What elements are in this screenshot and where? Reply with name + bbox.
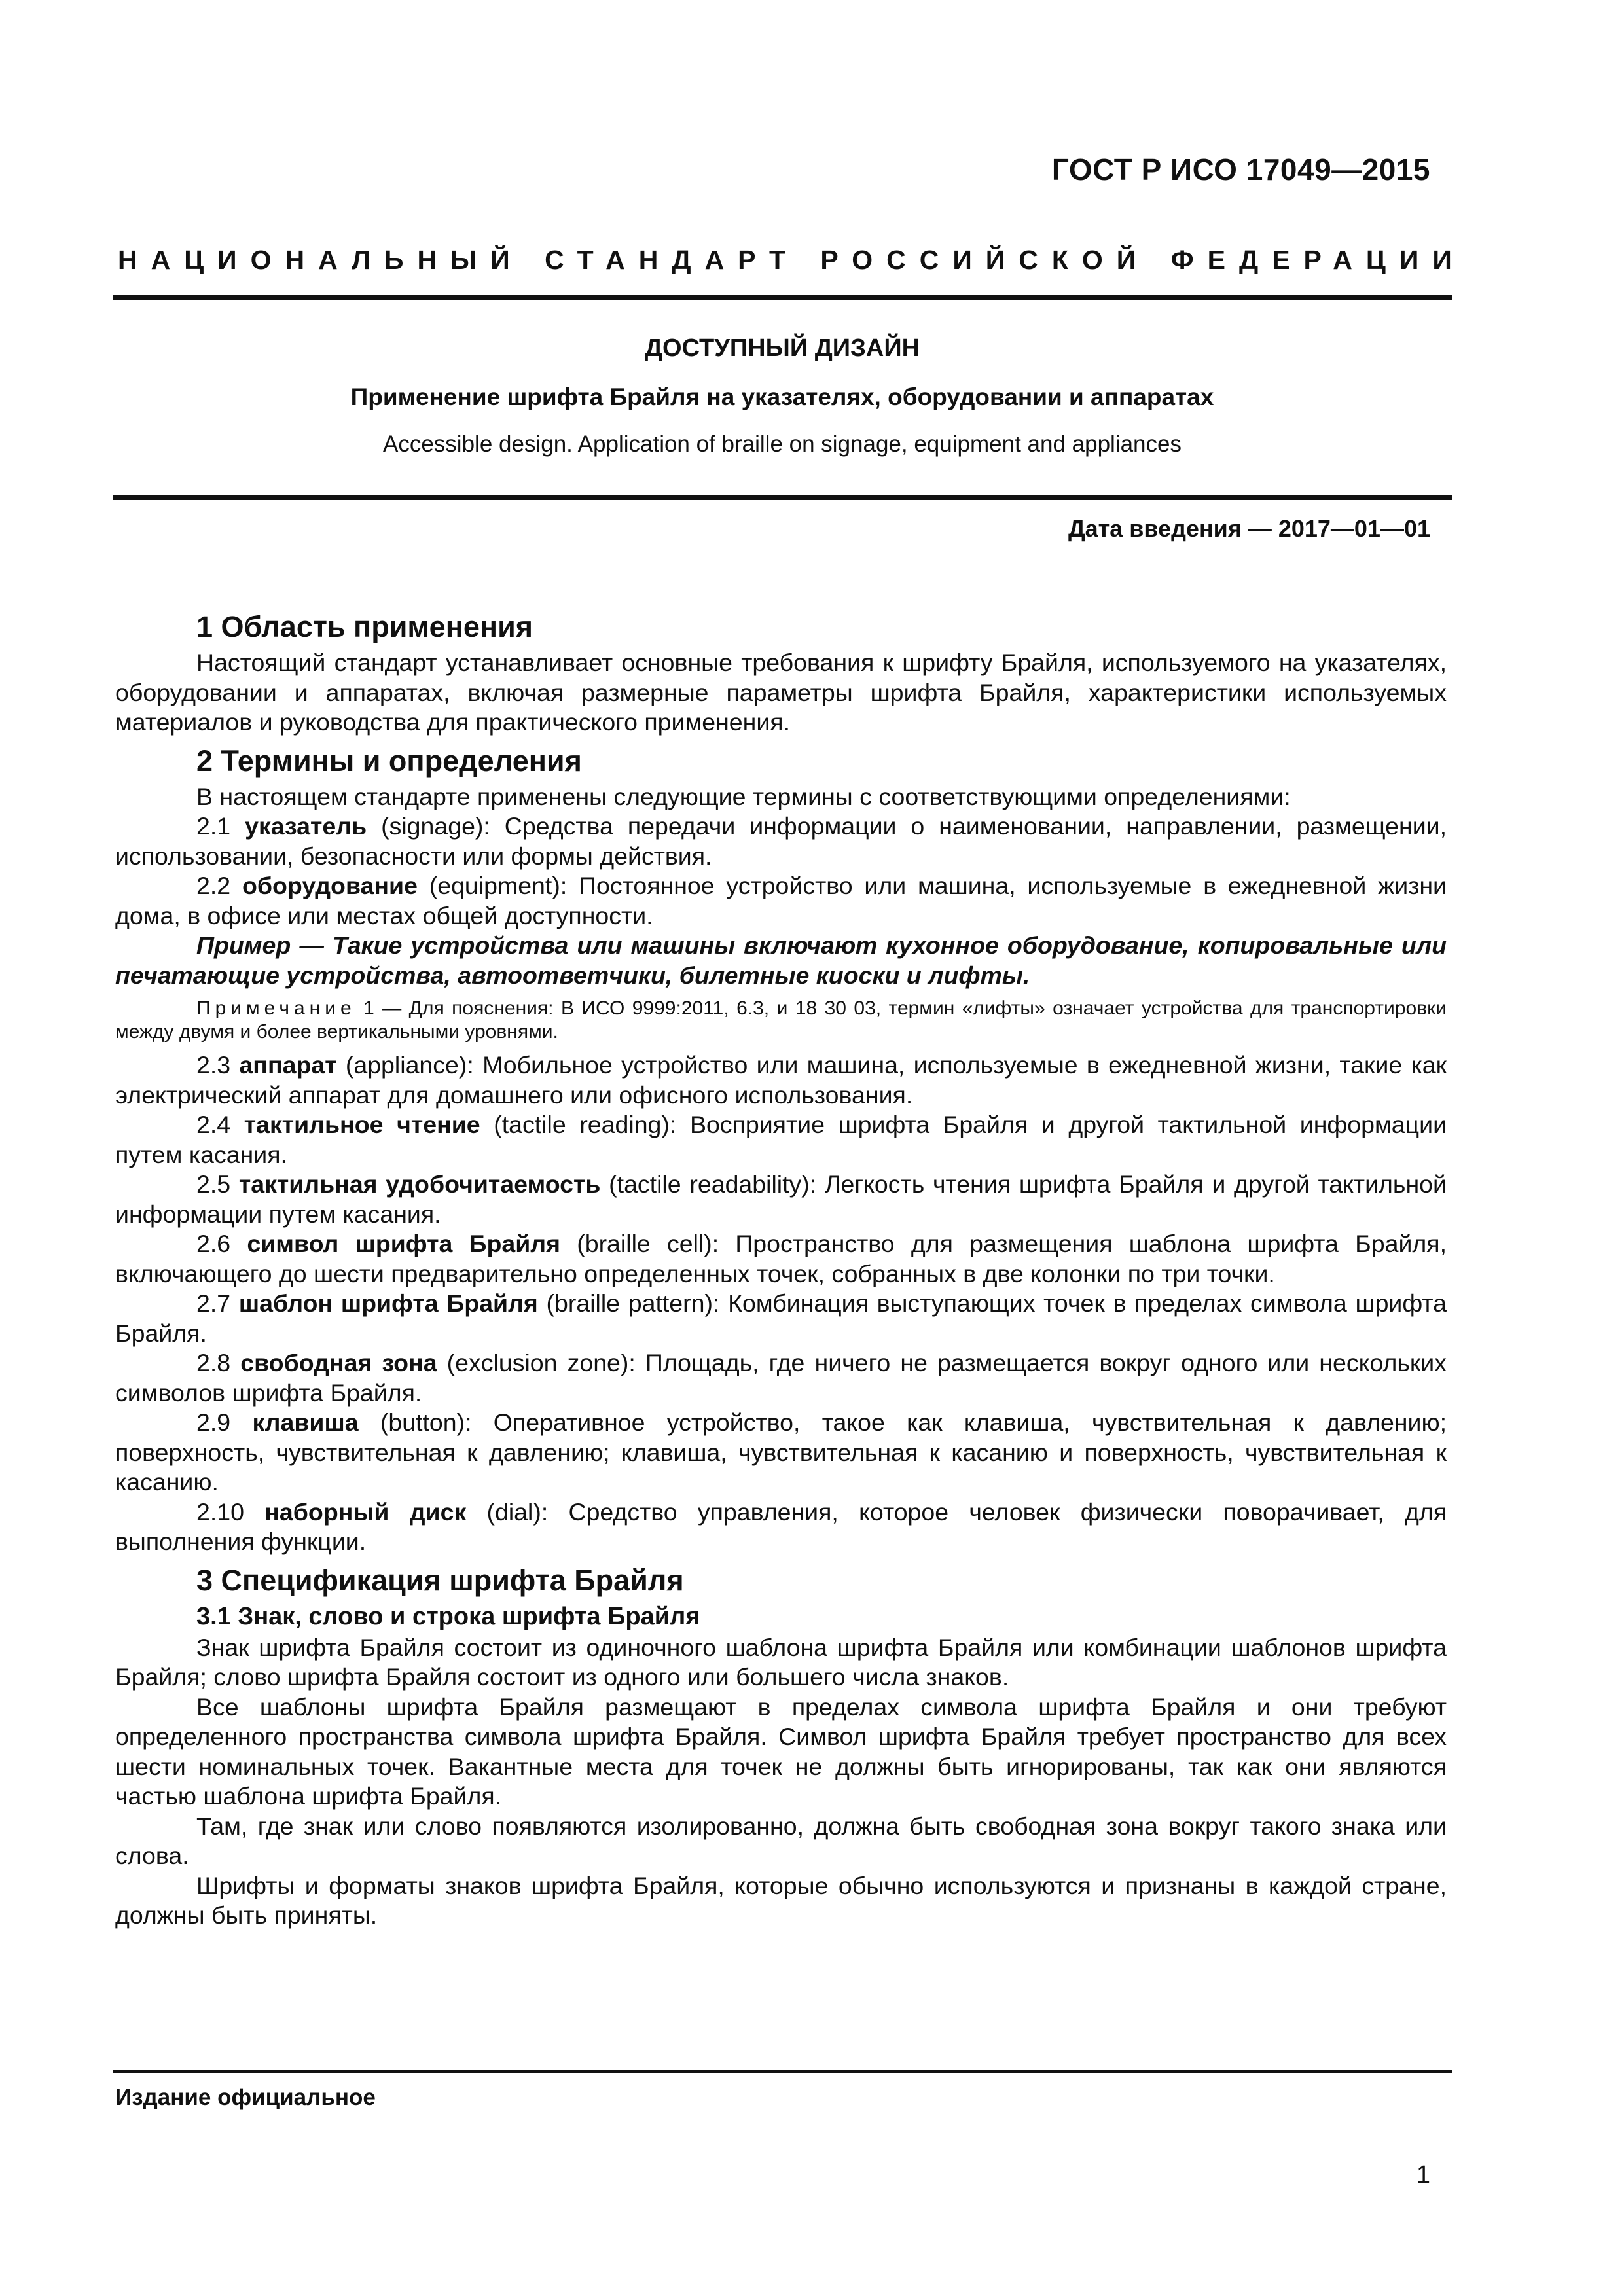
section-3-paragraph: Там, где знак или слово появляются изолированно, должна быть свободная зона вокруг такого знака или слова.: [115, 1812, 1447, 1869]
note: [115, 997, 1447, 1044]
term-item: [115, 1170, 1447, 1229]
section-2-heading: 2 Термины и определения: [196, 744, 582, 778]
term-item: [115, 1229, 1447, 1289]
term-item: [115, 812, 1447, 871]
term-definition: (tactile readability): Легкость чтения шрифта Брайля и другой тактильной информации путем касания.: [115, 1170, 1447, 1228]
term-number: 2.5: [196, 1170, 231, 1198]
term-item: [115, 1408, 1447, 1498]
section-3-heading: 3 Спецификация шрифта Брайля: [196, 1563, 684, 1597]
term-name: клавиша: [252, 1408, 359, 1436]
term-number: 2.3: [196, 1051, 231, 1079]
national-standard-banner: НАЦИОНАЛЬНЫЙ СТАНДАРТ РОССИЙСКОЙ ФЕДЕРАЦИИ: [118, 245, 1466, 275]
term-definition: (tactile reading): Восприятие шрифта Брайля и другой тактильной информации путем касания.: [115, 1111, 1447, 1168]
section-2-intro: В настоящем стандарте применены следующие термины с соответствующими определениями:: [196, 782, 1291, 810]
document-body: [115, 603, 1447, 1931]
term-definition: (signage): Средства передачи информации о наименовании, направлении, размещении, использовании, безопасности или формы действия.: [115, 812, 1447, 870]
term-item: [115, 1289, 1447, 1348]
edition-label: Издание официальное: [115, 2085, 376, 2110]
top-divider: [113, 295, 1452, 300]
term-name: тактильная удобочитаемость: [238, 1170, 601, 1198]
title-divider: [113, 495, 1452, 500]
section-1-text: Настоящий стандарт устанавливает основные требования к шрифту Брайля, используемого на указателях, оборудовании и аппаратах, включая размерные параметры шрифта Брайля, характеристики используемых материалов и руководства для практического применения.: [115, 649, 1447, 736]
note-label: Примечание: [196, 997, 356, 1019]
term-number: 2.1: [196, 812, 231, 840]
term-number: 2.8: [196, 1349, 231, 1376]
term-name: тактильное чтение: [244, 1111, 480, 1138]
section-1-heading: 1 Область применения: [196, 610, 533, 643]
section-3-paragraph: Знак шрифта Брайля состоит из одиночного шаблона шрифта Брайля или комбинации шаблонов шрифта Брайля; слово шрифта Брайля состоит из одного или большего числа знаков.: [115, 1633, 1447, 1691]
section-3-1-heading: 3.1 Знак, слово и строка шрифта Брайля: [196, 1602, 700, 1630]
term-number: 2.7: [196, 1289, 231, 1317]
introduction-date: Дата введения — 2017—01—01: [1068, 515, 1430, 542]
term-number: 2.10: [196, 1498, 244, 1526]
section-3-paragraph: Шрифты и форматы знаков шрифта Брайля, которые обычно используются и признаны в каждой стране, должны быть приняты.: [115, 1871, 1447, 1929]
term-definition: (braille pattern): Комбинация выступающих точек в пределах символа шрифта Брайля.: [115, 1289, 1447, 1347]
term-name: указатель: [245, 812, 367, 840]
term-name: символ шрифта Брайля: [247, 1230, 561, 1257]
term-number: 2.6: [196, 1230, 231, 1257]
term-name: аппарат: [239, 1051, 337, 1079]
document-title: ДОСТУПНЫЙ ДИЗАЙН: [644, 334, 920, 362]
term-name: оборудование: [242, 872, 418, 899]
example-text: Пример — Такие устройства или машины включают кухонное оборудование, копировальные или печатающие устройства, автоответчики, билетные киоски и лифты.: [115, 931, 1447, 989]
term-item: [115, 1348, 1447, 1408]
term-number: 2.4: [196, 1111, 231, 1138]
term-item: [115, 871, 1447, 931]
term-definition: (button): Оперативное устройство, такое как клавиша, чувствительная к давлению; поверхность, чувствительная к давлению; клавиша, чувствительная к касанию и поверхность, чувствительная к касанию.: [115, 1408, 1447, 1496]
term-definition: (appliance): Мобильное устройство или машина, используемые в ежедневной жизни, такие как электрический аппарат для домашнего или офисного использования.: [115, 1051, 1447, 1109]
term-item: [115, 1498, 1447, 1557]
term-number: 2.2: [196, 872, 231, 899]
term-item: [115, 1050, 1447, 1110]
term-definition: (braille cell): Пространство для размещения шаблона шрифта Брайля, включающего до шести предварительно определенных точек, собранных в две колонки по три точки.: [115, 1230, 1447, 1287]
page-number: 1: [1416, 2161, 1430, 2189]
section-3-paragraph: Все шаблоны шрифта Брайля размещают в пределах символа шрифта Брайля и они требуют определенного пространства символа шрифта Брайля. Символ шрифта Брайля требует пространство для всех шести номинальных точек. Вакантные места для точек не должны быть игнорированы, так как они являются частью шаблона шрифта Брайля.: [115, 1693, 1447, 1810]
term-item: [115, 1110, 1447, 1170]
document-subtitle-en: Accessible design. Application of braille on signage, equipment and appliances: [383, 431, 1182, 457]
term-name: наборный диск: [264, 1498, 467, 1526]
term-name: свободная зона: [240, 1349, 437, 1376]
document-subtitle-ru: Применение шрифта Брайля на указателях, оборудовании и аппаратах: [350, 384, 1214, 410]
term-definition: (dial): Средство управления, которое человек физически поворачивает, для выполнения функции.: [115, 1498, 1447, 1555]
footer-divider: [113, 2070, 1452, 2073]
term-definition: (exclusion zone): Площадь, где ничего не размещается вокруг одного или нескольких символов шрифта Брайля.: [115, 1349, 1447, 1407]
document-number: ГОСТ Р ИСО 17049—2015: [1051, 152, 1430, 187]
term-number: 2.9: [196, 1408, 231, 1436]
term-name: шаблон шрифта Брайля: [238, 1289, 538, 1317]
note-text: 1 — Для пояснения: В ИСО 9999:2011, 6.3, и 18 30 03, термин «лифты» означает устройства для транспортировки между двумя и более вертикальными уровнями.: [115, 997, 1447, 1043]
term-definition: (equipment): Постоянное устройство или машина, используемые в ежедневной жизни дома, в офисе или местах общей доступности.: [115, 872, 1447, 929]
